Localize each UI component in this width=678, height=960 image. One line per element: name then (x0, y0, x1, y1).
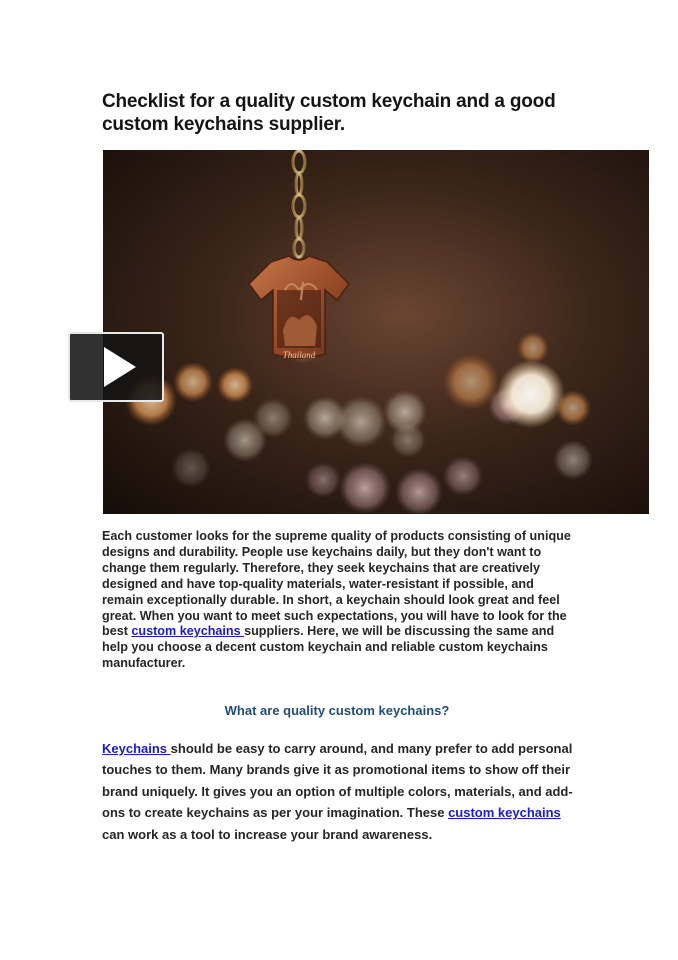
pendant-caption: Thailand (282, 350, 316, 360)
custom-keychains-link[interactable]: custom keychains (131, 624, 245, 639)
intro-text-continued: suppliers. Here, we will be discussing the same and help you choose a decent custom keychain and reliable custom keychains manufacturer. (102, 624, 555, 671)
section-heading: What are quality custom keychains? (224, 703, 450, 718)
page-title: Checklist for a quality custom keychain and a good custom keychains supplier. (102, 91, 556, 135)
hero-image (103, 150, 649, 514)
play-button[interactable] (68, 332, 164, 402)
section-text-end: can work as a tool to increase your brand awareness. (102, 826, 433, 842)
keychains-link[interactable]: Keychains (102, 741, 171, 756)
intro-text: Each customer looks for the supreme quality of products consisting of unique designs and durability. People use keychains daily, but they don't want to change them regularly. Therefore, they seek keychains that are creatively designed and have top-quality materials, water-resistant if possible, and remain exceptionally durable. In short, a keychain should look great and feel great. When you want to meet such expectations, you will have to look for the best (102, 529, 571, 639)
keychain-photo (103, 150, 649, 514)
play-icon (70, 334, 162, 400)
intro-paragraph (102, 529, 576, 672)
custom-keychains-link-2[interactable]: custom keychains (448, 805, 561, 821)
section-text: should be easy to carry around, and many prefer to add personal touches to them. Many brands give it as promotional items to show off their brand uniquely. It gives you an option of multiple colors, materials, and add-ons to create keychains as per your imagination. These (102, 741, 573, 821)
section-paragraph (102, 738, 576, 845)
